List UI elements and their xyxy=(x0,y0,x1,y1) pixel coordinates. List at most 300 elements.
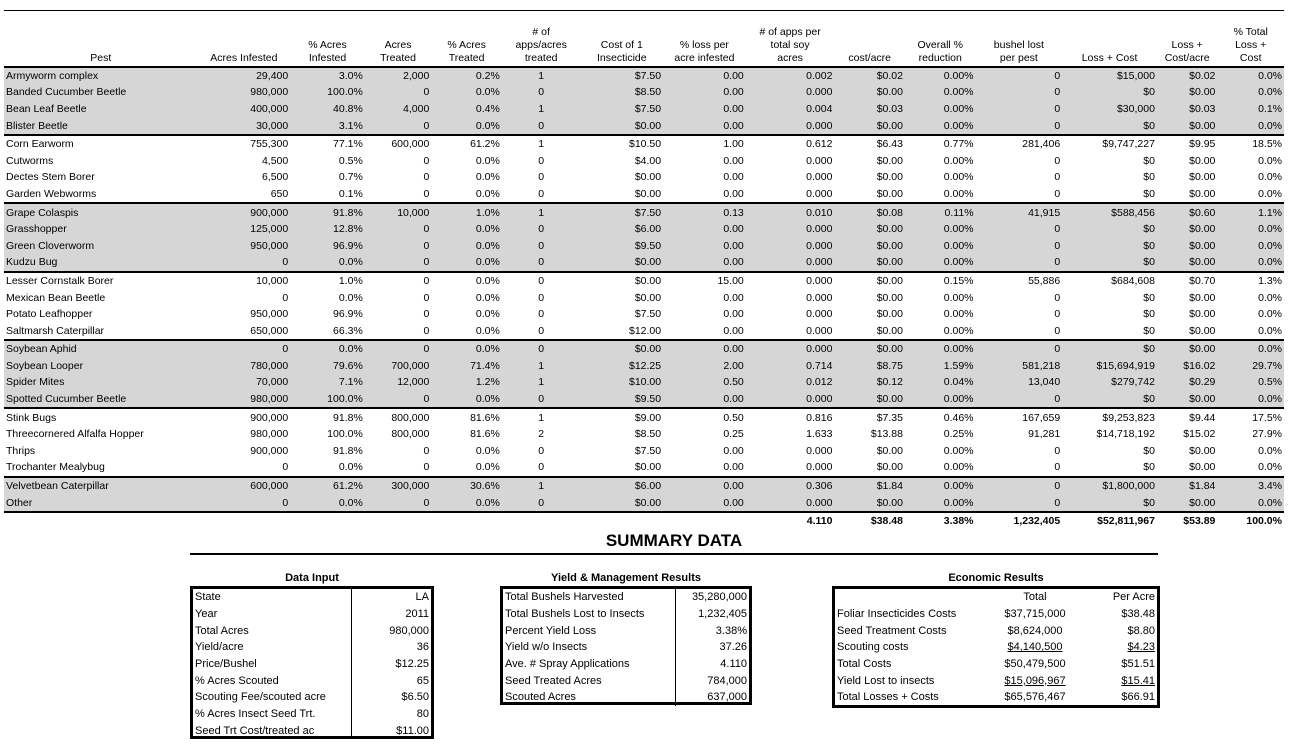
table-cell: 0.00% xyxy=(905,494,976,512)
table-cell: 0.00 xyxy=(663,84,746,101)
yield-result-label: Total Bushels Lost to Insects xyxy=(505,608,645,621)
table-cell: $0.00 xyxy=(876,324,903,337)
table-row xyxy=(4,408,1284,426)
table-cell: 41,915 xyxy=(976,203,1063,221)
data-input-label: Year xyxy=(195,608,218,621)
table-cell: $0.00 xyxy=(1157,221,1217,238)
table-row xyxy=(4,426,1284,443)
table-cell: $0.00 xyxy=(834,391,905,409)
table-cell: 755,300 xyxy=(198,135,291,153)
table-cell: 0 xyxy=(538,444,545,457)
table-row xyxy=(4,459,1284,477)
economic-per-acre: $15.41 xyxy=(1121,674,1155,687)
data-input-panel xyxy=(190,586,434,739)
table-cell: $0.00 xyxy=(1189,444,1216,457)
yield-result-row xyxy=(503,606,749,623)
table-row xyxy=(4,237,1284,254)
table-cell: $0.00 xyxy=(580,340,663,358)
table-row xyxy=(4,272,1284,290)
pest-name-cell: Cutworms xyxy=(6,154,54,167)
data-input-value: $6.50 xyxy=(351,689,431,706)
table-cell: 1.59% xyxy=(905,358,976,375)
table-cell: 0.00 xyxy=(723,461,744,474)
table-cell: $279,742 xyxy=(1062,374,1157,391)
table-cell: $0.00 xyxy=(634,461,662,474)
data-input-value: 80 xyxy=(351,706,431,723)
table-cell: 0 xyxy=(198,340,291,358)
table-cell: 0.0% xyxy=(431,254,502,272)
column-header: Pest xyxy=(4,11,198,67)
table-cell: 0 xyxy=(976,117,1063,135)
table-cell: 0.0% xyxy=(1258,187,1282,200)
table-cell: 0.0% xyxy=(1217,221,1284,238)
data-input-value: $12.25 xyxy=(351,656,431,673)
table-cell: 0.00% xyxy=(905,254,976,272)
column-header: % Acres Treated xyxy=(431,11,502,67)
table-cell: 17.5% xyxy=(1217,408,1284,426)
table-cell: 600,000 xyxy=(198,477,291,495)
table-cell: 0.00 xyxy=(723,444,744,457)
table-cell: 0 xyxy=(976,477,1063,495)
table-cell: 700,000 xyxy=(365,358,432,375)
table-cell: $0.00 xyxy=(834,494,905,512)
table-cell: $15,000 xyxy=(1062,67,1157,85)
economic-row xyxy=(835,656,1157,673)
economic-col-total: Total xyxy=(1023,591,1047,604)
table-cell: $1.84 xyxy=(834,477,905,495)
table-cell: 3.1% xyxy=(290,117,365,135)
table-row xyxy=(4,117,1284,135)
summary-divider xyxy=(190,553,1158,555)
table-cell: 0.000 xyxy=(806,308,833,321)
table-cell: 0.11% xyxy=(905,203,976,221)
table-cell: 2 xyxy=(538,428,545,441)
table-cell: $7.50 xyxy=(580,203,663,221)
table-cell: 0 xyxy=(502,391,581,409)
table-cell: 0.010 xyxy=(746,203,835,221)
table-cell: $0.00 xyxy=(876,171,903,184)
table-cell: 0.00 xyxy=(663,237,746,254)
table-cell: 0.004 xyxy=(746,101,835,118)
table-cell: 81.6% xyxy=(470,428,500,441)
table-cell: 0.5% xyxy=(338,154,363,167)
table-cell: 0.0% xyxy=(1217,117,1284,135)
economic-header-row xyxy=(835,589,1157,606)
column-header: # of apps/acres treated xyxy=(502,11,581,67)
data-input-row xyxy=(193,656,431,673)
data-input-title: Data Input xyxy=(285,572,339,584)
table-cell: 0 xyxy=(1054,291,1061,304)
table-cell: 0.4% xyxy=(431,101,502,118)
economic-results-title: Economic Results xyxy=(948,572,1044,584)
total-cell xyxy=(4,512,198,529)
table-cell: $7.35 xyxy=(834,408,905,426)
table-cell: $0.00 xyxy=(580,494,663,512)
table-cell: 0.25% xyxy=(943,428,974,441)
table-cell: 0.0% xyxy=(1217,67,1284,85)
table-cell: 6,500 xyxy=(261,171,289,184)
table-cell: 0.000 xyxy=(746,254,835,272)
table-cell: 0.0% xyxy=(1258,461,1282,474)
column-header: Acres Infested xyxy=(198,11,291,67)
table-cell: 0.50 xyxy=(663,408,746,426)
table-cell: 281,406 xyxy=(976,135,1063,153)
table-cell: 30,000 xyxy=(198,117,291,135)
table-row xyxy=(4,306,1284,323)
economic-row xyxy=(835,606,1157,623)
table-cell: 0.000 xyxy=(746,84,835,101)
table-cell: $16.02 xyxy=(1157,358,1217,375)
table-cell: $0 xyxy=(1062,221,1157,238)
pest-name-cell: Spider Mites xyxy=(4,374,198,391)
table-cell: 0.00 xyxy=(663,101,746,118)
table-cell: 600,000 xyxy=(365,135,432,153)
data-input-label: Scouting Fee/scouted acre xyxy=(195,691,326,704)
table-cell: $0.00 xyxy=(834,84,905,101)
yield-result-value: 37.26 xyxy=(675,639,749,656)
table-cell: $0.00 xyxy=(580,254,663,272)
pest-name-cell: Mexican Bean Beetle xyxy=(6,291,106,304)
table-cell: 0.000 xyxy=(806,324,833,337)
table-cell: $8.75 xyxy=(834,358,905,375)
pest-name-cell: Grasshopper xyxy=(4,221,198,238)
table-cell: $0 xyxy=(1143,291,1155,304)
column-header: cost/acre xyxy=(834,11,905,67)
table-cell: 0.0% xyxy=(290,254,365,272)
table-cell: $10.00 xyxy=(580,374,663,391)
table-cell: 29.7% xyxy=(1217,358,1284,375)
table-cell: $0 xyxy=(1143,171,1155,184)
table-cell: 61.2% xyxy=(290,477,365,495)
table-cell: $684,608 xyxy=(1062,272,1157,290)
table-cell: 0 xyxy=(423,308,430,321)
table-cell: 0.0% xyxy=(1217,391,1284,409)
yield-result-label: Ave. # Spray Applications xyxy=(505,658,630,671)
table-cell: 0.0% xyxy=(475,444,500,457)
table-cell: 0 xyxy=(423,291,430,304)
table-cell: $0.00 xyxy=(876,461,903,474)
table-cell: $0.00 xyxy=(876,154,903,167)
summary-title: SUMMARY DATA xyxy=(605,531,743,550)
pest-name-cell: Stink Bugs xyxy=(4,408,198,426)
column-header: % Total Loss + Cost xyxy=(1217,11,1284,67)
yield-result-label: Seed Treated Acres xyxy=(505,674,602,687)
table-cell: 0.00 xyxy=(723,324,744,337)
table-cell: 10,000 xyxy=(198,272,291,290)
table-cell: $9.44 xyxy=(1157,408,1217,426)
table-cell: 300,000 xyxy=(365,477,432,495)
table-cell: 0.00 xyxy=(663,221,746,238)
yield-results-panel xyxy=(500,586,752,705)
yield-result-value: 1,232,405 xyxy=(675,606,749,623)
table-cell: 0 xyxy=(198,494,291,512)
column-header: Loss + Cost/acre xyxy=(1157,11,1217,67)
table-cell: 0.0% xyxy=(431,391,502,409)
table-cell: 0.0% xyxy=(475,187,500,200)
table-cell: $0 xyxy=(1143,154,1155,167)
table-cell: 0.0% xyxy=(1217,340,1284,358)
table-cell: 0.0% xyxy=(1217,494,1284,512)
table-cell: 61.2% xyxy=(431,135,502,153)
table-cell: 0.0% xyxy=(1258,171,1282,184)
total-cell: 4.110 xyxy=(806,514,833,527)
pest-name-cell: Threecornered Alfalfa Hopper xyxy=(6,428,144,441)
table-cell: $15,694,919 xyxy=(1062,358,1157,375)
total-cell xyxy=(290,512,365,529)
table-cell: 0.612 xyxy=(746,135,835,153)
table-cell: 650,000 xyxy=(250,324,289,337)
table-cell: 0 xyxy=(538,324,545,337)
table-cell: 0 xyxy=(1054,461,1061,474)
table-cell: 0.00 xyxy=(663,67,746,85)
economic-row xyxy=(835,622,1157,639)
table-cell: $0.00 xyxy=(834,221,905,238)
table-row xyxy=(4,374,1284,391)
table-cell: $8.50 xyxy=(580,84,663,101)
pest-name-cell: Corn Earworm xyxy=(4,135,198,153)
table-cell: 15.00 xyxy=(663,272,746,290)
table-cell: 1.3% xyxy=(1217,272,1284,290)
table-cell: 2,000 xyxy=(365,67,432,85)
table-cell: 55,886 xyxy=(976,272,1063,290)
table-row xyxy=(4,477,1284,495)
table-cell: 0 xyxy=(976,221,1063,238)
table-row xyxy=(4,289,1284,306)
table-cell: 980,000 xyxy=(250,428,289,441)
economic-total: $65,576,467 xyxy=(1004,691,1066,704)
table-cell: 0 xyxy=(1054,187,1061,200)
table-cell: $0.00 xyxy=(834,340,905,358)
table-cell: 1.00 xyxy=(663,135,746,153)
table-cell: 0.00 xyxy=(663,340,746,358)
column-header: Overall % reduction xyxy=(905,11,976,67)
table-cell: 0.0% xyxy=(1258,324,1282,337)
data-input-row xyxy=(193,589,431,606)
table-cell: 167,659 xyxy=(976,408,1063,426)
yield-result-label: Yield w/o Insects xyxy=(505,641,588,654)
data-input-row xyxy=(193,723,431,740)
table-cell: 0.0% xyxy=(1217,254,1284,272)
data-input-label: Seed Trt Cost/treated ac xyxy=(195,724,315,737)
table-cell: 0.00 xyxy=(663,494,746,512)
economic-per-acre: $66.91 xyxy=(1121,691,1155,704)
table-cell: $0.00 xyxy=(1189,291,1216,304)
table-row xyxy=(4,340,1284,358)
table-cell: 0.00% xyxy=(905,84,976,101)
table-cell: 96.9% xyxy=(333,308,363,321)
table-cell: 0 xyxy=(423,154,430,167)
table-cell: 3.4% xyxy=(1217,477,1284,495)
table-cell: 0 xyxy=(976,340,1063,358)
economic-total: $50,479,500 xyxy=(1004,658,1066,671)
yield-result-value: 784,000 xyxy=(675,672,749,689)
table-cell: 0.000 xyxy=(746,117,835,135)
data-input-row xyxy=(193,622,431,639)
data-input-label: State xyxy=(195,591,221,604)
pest-name-cell: Velvetbean Caterpillar xyxy=(4,477,198,495)
data-input-value: 980,000 xyxy=(351,622,431,639)
table-cell: $9.50 xyxy=(580,237,663,254)
economic-total: $4,140,500 xyxy=(1007,641,1063,654)
pest-name-cell: Soybean Looper xyxy=(4,358,198,375)
table-cell: 66.3% xyxy=(333,324,363,337)
table-cell: $0.00 xyxy=(1189,324,1216,337)
pest-name-cell: Kudzu Bug xyxy=(4,254,198,272)
table-cell: 0 xyxy=(423,324,430,337)
total-cell xyxy=(580,512,663,529)
data-input-value: 36 xyxy=(351,639,431,656)
table-cell: 0.0% xyxy=(475,154,500,167)
table-cell: 91,281 xyxy=(1028,428,1061,441)
table-cell: $0.00 xyxy=(834,117,905,135)
data-input-label: Yield/acre xyxy=(195,641,244,654)
table-cell: 0 xyxy=(976,67,1063,85)
pest-name-cell: Garden Webworms xyxy=(6,187,97,200)
economic-results-panel xyxy=(832,586,1160,708)
table-cell: 0.816 xyxy=(746,408,835,426)
table-cell: 980,000 xyxy=(198,84,291,101)
table-cell: $7.50 xyxy=(580,101,663,118)
table-cell: 0.00% xyxy=(943,171,974,184)
table-cell: 0 xyxy=(538,187,545,200)
table-cell: 0.0% xyxy=(1217,84,1284,101)
table-cell: 0.000 xyxy=(806,444,833,457)
table-cell: 0 xyxy=(502,237,581,254)
data-input-row xyxy=(193,606,431,623)
pest-name-cell: Saltmarsh Caterpillar xyxy=(6,324,105,337)
table-cell: 0 xyxy=(502,221,581,238)
table-cell: 0.5% xyxy=(1217,374,1284,391)
table-cell: 0 xyxy=(502,117,581,135)
pest-name-cell: Thrips xyxy=(6,444,36,457)
table-cell: 0 xyxy=(198,254,291,272)
table-row xyxy=(4,67,1284,85)
table-cell: 70,000 xyxy=(198,374,291,391)
table-cell: 0 xyxy=(538,154,545,167)
table-cell: 0 xyxy=(423,461,430,474)
table-cell: 0 xyxy=(365,494,432,512)
table-cell: 79.6% xyxy=(290,358,365,375)
data-input-row xyxy=(193,672,431,689)
table-cell: $0 xyxy=(1143,324,1155,337)
table-cell: $0 xyxy=(1143,444,1155,457)
table-cell: 1 xyxy=(502,374,581,391)
table-cell: $0 xyxy=(1062,391,1157,409)
table-cell: 0.002 xyxy=(746,67,835,85)
yield-result-row xyxy=(503,639,749,656)
economic-label: Yield Lost to insects xyxy=(837,674,935,687)
table-cell: 0.000 xyxy=(806,461,833,474)
total-cell: 100.0% xyxy=(1246,514,1282,527)
table-cell: 0.000 xyxy=(806,291,833,304)
data-input-value: LA xyxy=(351,589,431,606)
table-cell: $0 xyxy=(1062,84,1157,101)
table-cell: 0.00% xyxy=(905,340,976,358)
table-cell: 27.9% xyxy=(1252,428,1282,441)
table-cell: $0.00 xyxy=(634,291,662,304)
table-cell: 0.7% xyxy=(338,171,363,184)
table-cell: 0 xyxy=(1054,324,1061,337)
table-cell: $0.00 xyxy=(876,308,903,321)
table-cell: 800,000 xyxy=(365,408,432,426)
data-input-row xyxy=(193,689,431,706)
table-row xyxy=(4,101,1284,118)
table-cell: 0.2% xyxy=(431,67,502,85)
table-cell: $0.02 xyxy=(834,67,905,85)
table-cell: 1 xyxy=(502,408,581,426)
table-cell: 71.4% xyxy=(431,358,502,375)
table-cell: 0 xyxy=(423,187,430,200)
table-cell: 2.00 xyxy=(663,358,746,375)
pest-name-cell: Green Cloverworm xyxy=(4,237,198,254)
table-cell: 0 xyxy=(538,291,545,304)
table-cell: $0.00 xyxy=(876,187,903,200)
total-cell: $38.48 xyxy=(870,514,903,527)
table-cell: $9.95 xyxy=(1157,135,1217,153)
table-cell: 0.77% xyxy=(905,135,976,153)
table-cell: 0.00% xyxy=(905,67,976,85)
table-cell: $0.00 xyxy=(1157,84,1217,101)
economic-label: Total Costs xyxy=(837,658,892,671)
pest-name-cell: Blister Beetle xyxy=(4,117,198,135)
table-cell: 0.000 xyxy=(746,272,835,290)
table-cell: 18.5% xyxy=(1217,135,1284,153)
economic-per-acre: $51.51 xyxy=(1121,658,1155,671)
total-cell: $53.89 xyxy=(1183,514,1216,527)
table-cell: 77.1% xyxy=(290,135,365,153)
table-cell: $0.00 xyxy=(876,291,903,304)
total-cell: 3.38% xyxy=(943,514,974,527)
table-cell: 0.1% xyxy=(1217,101,1284,118)
yield-result-row xyxy=(503,672,749,689)
table-cell: $6.00 xyxy=(580,477,663,495)
table-row xyxy=(4,221,1284,238)
economic-col-per-acre: Per Acre xyxy=(1112,591,1155,604)
table-cell: 1 xyxy=(502,67,581,85)
table-cell: 0 xyxy=(538,308,545,321)
table-cell: 0 xyxy=(365,237,432,254)
table-cell: 0 xyxy=(365,84,432,101)
table-row xyxy=(4,84,1284,101)
table-cell: $1,800,000 xyxy=(1062,477,1157,495)
table-cell: $0.00 xyxy=(634,187,662,200)
table-cell: 0.00% xyxy=(905,101,976,118)
table-cell: $8.50 xyxy=(634,428,662,441)
economic-label: Total Losses + Costs xyxy=(837,691,939,704)
table-cell: $15.02 xyxy=(1183,428,1216,441)
table-cell: $0.12 xyxy=(834,374,905,391)
table-cell: $0.00 xyxy=(1189,308,1216,321)
table-cell: $0.00 xyxy=(1157,494,1217,512)
table-cell: $0.00 xyxy=(1189,154,1216,167)
table-cell: $0.00 xyxy=(580,117,663,135)
data-input-value: $11.00 xyxy=(351,723,431,740)
table-cell: 0.1% xyxy=(338,187,363,200)
table-cell: $0.60 xyxy=(1157,203,1217,221)
table-cell: 0.25 xyxy=(723,428,744,441)
table-cell: 0 xyxy=(423,444,430,457)
yield-result-row xyxy=(503,589,749,606)
table-cell: 0 xyxy=(502,340,581,358)
table-cell: 900,000 xyxy=(198,203,291,221)
economic-row xyxy=(835,689,1157,706)
table-cell: 100.0% xyxy=(290,84,365,101)
column-header: # of apps per total soy acres xyxy=(746,11,835,67)
table-cell: $9.00 xyxy=(580,408,663,426)
table-cell: $12.25 xyxy=(580,358,663,375)
table-cell: 0 xyxy=(1054,154,1061,167)
table-cell: 40.8% xyxy=(290,101,365,118)
